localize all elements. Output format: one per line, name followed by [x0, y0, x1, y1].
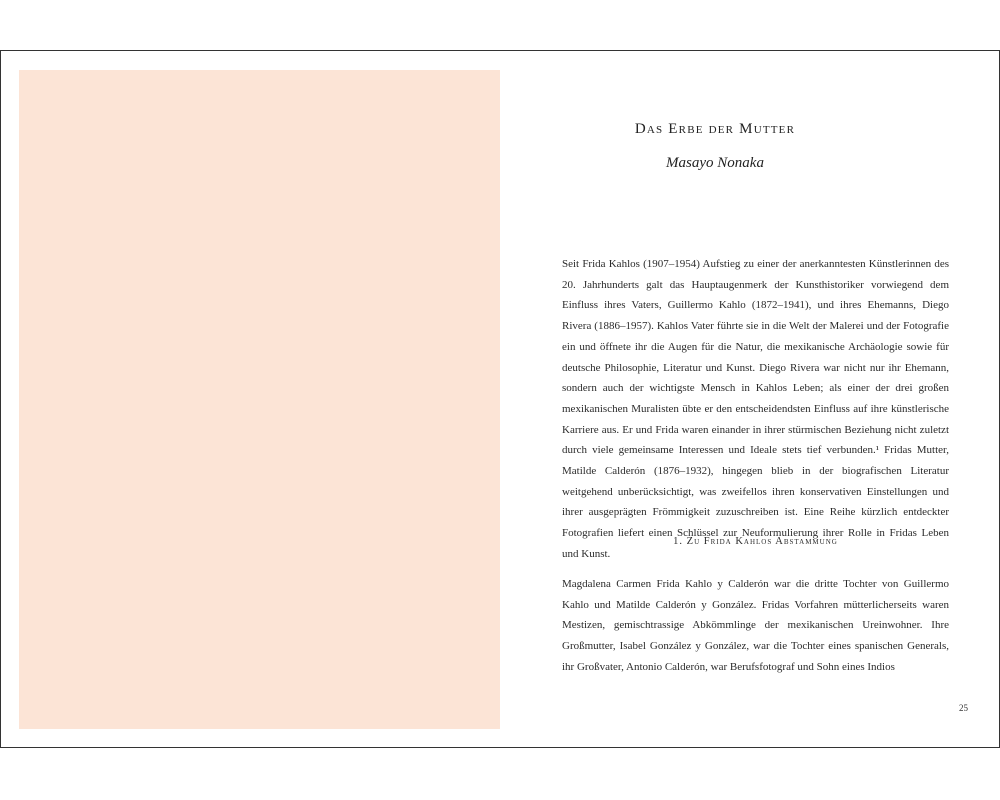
article-title: Das Erbe der Mutter	[634, 121, 796, 137]
body-paragraph-1	[562, 254, 949, 565]
paragraph-text: Seit Frida Kahlos (1907–1954) Aufstieg zu einer der anerkanntesten Künstlerinnen des 20. Jahrhunderts galt das Hauptaugenmerk der Kunsthistoriker vorwiegend dem Einfluss ihres Vaters, Guillermo Kahlo (1872–1941), und ihres Ehemanns, Diego Rivera (1886–1957). Kahlos Vater führte sie in die Welt der Malerei und der Fotografie ein und öffnete ihr die Augen für die Natur, die mexikanische Archäologie sowie für deutsche Philosophie, Literatur und Kunst. Diego Rivera war nicht nur ihr Ehemann, sondern auch der wichtigste Mensch in Kahlos Leben; als einer der drei großen mexikanischen Muralisten übte er den entscheidendsten Einfluss auf ihre künstlerische Karriere aus. Er und Frida waren einander in ihrer stürmischen Beziehung nicht zuletzt durch viele gemeinsame Interessen und Ideale stets tief verbunden.¹ Fridas Mutter, Matilde Calderón (1876–1932), hingegen blieb in der biografischen Literatur weitgehend unberücksichtigt, was zweifellos ihren konservativen Einstellungen und ihrer ausgeprägten Frömmigkeit zuzuschreiben ist. Eine Reihe kürzlich entdeckter Fotografien liefert einen Schlüssel zur Neuformulierung ihrer Rolle in Fridas Leben und Kunst.	[562, 258, 949, 560]
book-spread	[0, 50, 1000, 748]
page-number: 25	[959, 703, 968, 713]
article-author: Masayo Nonaka	[666, 155, 764, 171]
left-page-color-block	[19, 70, 500, 729]
body-paragraph-2	[562, 574, 949, 678]
right-page	[501, 51, 999, 747]
section-heading: 1. Zu Frida Kahlos Abstammung	[673, 536, 838, 547]
paragraph-text: Magdalena Carmen Frida Kahlo y Calderón war die dritte Tochter von Guillermo Kahlo und Matilde Calderón y González. Fridas Vorfahren mütterlicherseits waren Mestizen, gemischtrassige Abkömmlinge der mexikanischen Ureinwohner. Ihre Großmutter, Isabel González y González, war die Tochter eines spanischen Generals, ihr Großvater, Antonio Calderón, war Berufsfotograf und Sohn eines Indios	[562, 578, 949, 673]
